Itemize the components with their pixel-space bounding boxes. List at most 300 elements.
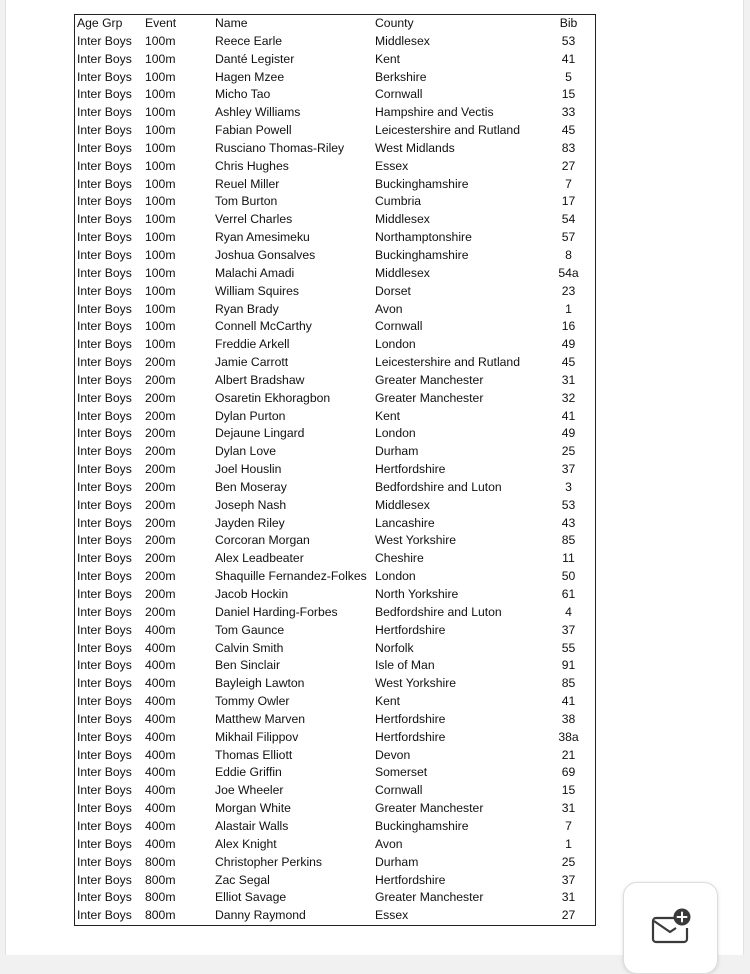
table-row	[75, 283, 596, 301]
table-row	[75, 604, 596, 622]
cell-bib: 49	[561, 426, 576, 441]
cell-age-group: Inter Boys	[77, 747, 132, 762]
table-row	[75, 675, 596, 693]
cell-age-group: Inter Boys	[77, 87, 132, 102]
cell-age-group: Inter Boys	[77, 604, 132, 619]
cell-age-group: Inter Boys	[77, 337, 132, 352]
cell-bib: 41	[561, 694, 576, 709]
cell-name: Matthew Marven	[215, 711, 306, 726]
cell-name: Ben Sinclair	[215, 658, 281, 673]
cell-name: William Squires	[215, 283, 299, 298]
cell-event: 400m	[145, 747, 176, 762]
cell-bib: 41	[561, 408, 576, 423]
cell-county: Berkshire	[375, 69, 427, 84]
table-row	[75, 586, 596, 604]
cell-event: 100m	[145, 140, 176, 155]
cell-event: 400m	[145, 658, 176, 673]
cell-bib: 1	[565, 301, 572, 316]
table-row	[75, 515, 596, 533]
header-bib: Bib	[559, 16, 578, 30]
table-row	[75, 657, 596, 675]
cell-bib: 38a	[558, 729, 579, 744]
cell-age-group: Inter Boys	[77, 587, 132, 601]
cell-name: Daniel Harding-Forbes	[215, 604, 338, 619]
cell-event: 100m	[145, 69, 176, 84]
cell-name: Jacob Hockin	[215, 587, 289, 601]
cell-age-group: Inter Boys	[77, 854, 132, 869]
cell-county: Middlesex	[375, 265, 430, 280]
cell-name: Dylan Purton	[215, 408, 286, 423]
cell-event: 200m	[145, 372, 176, 387]
cell-county: Avon	[375, 301, 403, 316]
cell-age-group: Inter Boys	[77, 176, 132, 191]
cell-bib: 57	[561, 230, 576, 245]
cell-county: Cornwall	[375, 87, 423, 102]
compose-mail-button[interactable]	[623, 882, 718, 974]
cell-name: Rusciano Thomas-Riley	[215, 140, 345, 155]
cell-age-group: Inter Boys	[77, 212, 132, 227]
table-row	[75, 336, 596, 354]
cell-bib: 54a	[558, 265, 579, 280]
cell-county: Hertfordshire	[375, 711, 446, 726]
cell-county: London	[375, 337, 416, 352]
table-row	[75, 889, 596, 907]
cell-event: 400m	[145, 836, 176, 851]
cell-bib: 50	[561, 569, 576, 584]
cell-name: Verrel Charles	[215, 212, 293, 227]
cell-bib: 7	[565, 818, 572, 833]
cell-age-group: Inter Boys	[77, 551, 132, 566]
table-row	[75, 907, 596, 925]
cell-age-group: Inter Boys	[77, 818, 132, 833]
table-row	[75, 479, 596, 497]
document-page	[5, 0, 744, 955]
cell-age-group: Inter Boys	[77, 462, 132, 477]
table-row	[75, 640, 596, 658]
cell-age-group: Inter Boys	[77, 640, 132, 655]
cell-name: Calvin Smith	[215, 640, 284, 655]
cell-name: Fabian Powell	[215, 123, 292, 138]
cell-name: Joshua Gonsalves	[215, 247, 316, 262]
cell-county: Hertfordshire	[375, 872, 446, 887]
table-row	[75, 354, 596, 372]
table-row	[75, 176, 596, 194]
table-row	[75, 425, 596, 443]
table-row	[75, 872, 596, 890]
cell-bib: 17	[561, 194, 576, 209]
table-row	[75, 104, 596, 122]
cell-bib: 16	[561, 319, 576, 334]
table-row	[75, 800, 596, 818]
cell-age-group: Inter Boys	[77, 319, 132, 334]
cell-event: 400m	[145, 729, 176, 744]
table-row	[75, 729, 596, 747]
cell-county: Cheshire	[375, 551, 424, 566]
cell-bib: 31	[561, 801, 576, 816]
cell-name: Connell McCarthy	[215, 319, 312, 334]
cell-event: 200m	[145, 355, 176, 370]
cell-county: Buckinghamshire	[375, 176, 469, 191]
cell-bib: 31	[561, 372, 576, 387]
cell-age-group: Inter Boys	[77, 265, 132, 280]
cell-county: London	[375, 569, 416, 584]
table-row	[75, 836, 596, 854]
cell-name: Jamie Carrott	[215, 355, 289, 370]
table-row	[75, 818, 596, 836]
cell-age-group: Inter Boys	[77, 783, 132, 798]
cell-age-group: Inter Boys	[77, 711, 132, 726]
cell-event: 400m	[145, 765, 176, 780]
cell-bib: 32	[561, 390, 576, 405]
cell-bib: 33	[561, 105, 576, 120]
cell-event: 400m	[145, 783, 176, 798]
cell-age-group: Inter Boys	[77, 569, 132, 584]
cell-event: 200m	[145, 604, 176, 619]
cell-name: Reece Earle	[215, 33, 283, 48]
cell-bib: 7	[565, 176, 572, 191]
cell-name: Zac Segal	[215, 872, 270, 887]
cell-event: 200m	[145, 444, 176, 459]
header-event: Event	[145, 16, 177, 30]
cell-age-group: Inter Boys	[77, 658, 132, 673]
cell-county: Kent	[375, 408, 401, 423]
cell-bib: 45	[561, 355, 576, 370]
cell-bib: 43	[561, 515, 576, 530]
cell-county: Isle of Man	[375, 658, 435, 673]
cell-event: 100m	[145, 301, 176, 316]
cell-bib: 5	[565, 69, 572, 84]
table-row	[75, 247, 596, 265]
cell-bib: 25	[561, 854, 576, 869]
cell-county: Buckinghamshire	[375, 247, 469, 262]
results-table	[74, 14, 596, 926]
cell-name: Tom Gaunce	[215, 622, 285, 637]
cell-bib: 15	[561, 87, 576, 102]
cell-name: Dylan Love	[215, 444, 276, 459]
table-row	[75, 532, 596, 550]
cell-event: 100m	[145, 51, 176, 66]
cell-event: 100m	[145, 247, 176, 262]
cell-bib: 4	[565, 604, 572, 619]
cell-county: Greater Manchester	[375, 890, 484, 905]
cell-county: Greater Manchester	[375, 390, 484, 405]
cell-name: Christopher Perkins	[215, 854, 323, 869]
cell-name: Joe Wheeler	[215, 783, 284, 798]
cell-event: 100m	[145, 283, 176, 298]
header-age-group: Age Grp	[77, 16, 123, 30]
cell-county: West Midlands	[375, 140, 455, 155]
cell-name: Ryan Brady	[215, 301, 279, 316]
cell-age-group: Inter Boys	[77, 230, 132, 245]
cell-bib: 23	[561, 283, 576, 298]
cell-age-group: Inter Boys	[77, 729, 132, 744]
cell-county: Lancashire	[375, 515, 435, 530]
cell-county: Cornwall	[375, 783, 423, 798]
table-row	[75, 408, 596, 426]
table-row	[75, 51, 596, 69]
cell-county: Greater Manchester	[375, 372, 484, 387]
cell-bib: 91	[561, 658, 576, 673]
cell-age-group: Inter Boys	[77, 33, 132, 48]
cell-event: 800m	[145, 872, 176, 887]
cell-event: 200m	[145, 569, 176, 584]
cell-name: Tommy Owler	[215, 694, 290, 709]
mail-add-icon	[650, 907, 692, 945]
table-row	[75, 854, 596, 872]
cell-county: Dorset	[375, 283, 411, 298]
cell-name: Bayleigh Lawton	[215, 676, 305, 691]
cell-event: 800m	[145, 908, 176, 923]
cell-name: Dejaune Lingard	[215, 426, 305, 441]
cell-name: Joseph Nash	[215, 497, 287, 512]
cell-name: Tom Burton	[215, 194, 278, 209]
cell-county: Greater Manchester	[375, 801, 484, 816]
cell-county: Durham	[375, 444, 419, 459]
cell-event: 100m	[145, 87, 176, 102]
cell-age-group: Inter Boys	[77, 533, 132, 548]
cell-event: 100m	[145, 265, 176, 280]
table-row	[75, 211, 596, 229]
cell-name: Chris Hughes	[215, 158, 289, 173]
table-row	[75, 711, 596, 729]
cell-name: Alex Leadbeater	[215, 551, 304, 566]
cell-name: Reuel Miller	[215, 176, 280, 191]
cell-county: Cumbria	[375, 194, 422, 209]
cell-age-group: Inter Boys	[77, 372, 132, 387]
cell-bib: 85	[561, 533, 576, 548]
cell-event: 200m	[145, 390, 176, 405]
cell-age-group: Inter Boys	[77, 194, 132, 209]
cell-name: Alastair Walls	[215, 818, 289, 833]
cell-event: 200m	[145, 462, 176, 477]
cell-name: Albert Bradshaw	[215, 372, 305, 387]
cell-county: Leicestershire and Rutland	[375, 123, 520, 138]
cell-bib: 11	[562, 551, 575, 566]
cell-name: Danny Raymond	[215, 908, 306, 923]
table-row	[75, 69, 596, 87]
cell-name: Mikhail Filippov	[215, 729, 299, 744]
cell-bib: 8	[565, 247, 572, 262]
cell-event: 100m	[145, 319, 176, 334]
cell-name: Jayden Riley	[215, 515, 285, 530]
cell-event: 100m	[145, 194, 176, 209]
table-row	[75, 193, 596, 211]
cell-name: Elliot Savage	[215, 890, 287, 905]
cell-event: 200m	[145, 479, 176, 494]
cell-event: 100m	[145, 33, 176, 48]
cell-event: 100m	[145, 105, 176, 120]
cell-county: West Yorkshire	[375, 676, 457, 691]
cell-age-group: Inter Boys	[77, 355, 132, 370]
cell-event: 400m	[145, 711, 176, 726]
table-row	[75, 33, 596, 51]
header-county: County	[375, 16, 414, 30]
cell-name: Ryan Amesimeku	[215, 230, 310, 245]
cell-bib: 41	[561, 51, 576, 66]
cell-event: 200m	[145, 587, 176, 601]
table-row	[75, 390, 596, 408]
cell-bib: 38	[561, 711, 576, 726]
cell-age-group: Inter Boys	[77, 479, 132, 494]
cell-age-group: Inter Boys	[77, 301, 132, 316]
cell-age-group: Inter Boys	[77, 515, 132, 530]
table-row	[75, 568, 596, 586]
cell-county: Hertfordshire	[375, 729, 446, 744]
cell-county: Essex	[375, 158, 409, 173]
cell-event: 400m	[145, 640, 176, 655]
cell-name: Ashley Williams	[215, 105, 301, 120]
cell-name: Morgan White	[215, 801, 291, 816]
cell-bib: 15	[561, 783, 576, 798]
cell-age-group: Inter Boys	[77, 801, 132, 816]
cell-name: Corcoran Morgan	[215, 533, 310, 548]
cell-bib: 37	[561, 622, 576, 637]
cell-bib: 45	[561, 123, 576, 138]
cell-county: Hampshire and Vectis	[375, 105, 494, 120]
cell-event: 400m	[145, 801, 176, 816]
cell-age-group: Inter Boys	[77, 694, 132, 709]
cell-county: Bedfordshire and Luton	[375, 479, 502, 494]
cell-county: Durham	[375, 854, 419, 869]
cell-age-group: Inter Boys	[77, 105, 132, 120]
cell-event: 400m	[145, 694, 176, 709]
cell-age-group: Inter Boys	[77, 158, 132, 173]
table-row	[75, 301, 596, 319]
cell-county: Avon	[375, 836, 403, 851]
header-name: Name	[215, 16, 248, 30]
cell-bib: 27	[561, 158, 576, 173]
cell-age-group: Inter Boys	[77, 765, 132, 780]
cell-county: Northamptonshire	[375, 230, 472, 245]
cell-bib: 61	[561, 587, 576, 601]
cell-event: 800m	[145, 854, 176, 869]
table-row	[75, 122, 596, 140]
table-row	[75, 693, 596, 711]
cell-name: Joel Houslin	[215, 462, 282, 477]
cell-event: 100m	[145, 158, 176, 173]
cell-county: Bedfordshire and Luton	[375, 604, 502, 619]
cell-county: Hertfordshire	[375, 462, 446, 477]
cell-county: Norfolk	[375, 640, 414, 655]
cell-age-group: Inter Boys	[77, 676, 132, 691]
cell-county: Essex	[375, 908, 409, 923]
table-row	[75, 229, 596, 247]
cell-county: Somerset	[375, 765, 428, 780]
cell-age-group: Inter Boys	[77, 444, 132, 459]
cell-event: 200m	[145, 408, 176, 423]
cell-bib: 53	[561, 497, 576, 512]
cell-event: 200m	[145, 515, 176, 530]
cell-event: 400m	[145, 676, 176, 691]
cell-age-group: Inter Boys	[77, 140, 132, 155]
table-row	[75, 747, 596, 765]
cell-county: Middlesex	[375, 33, 430, 48]
table-row	[75, 764, 596, 782]
cell-county: Leicestershire and Rutland	[375, 355, 520, 370]
table-row	[75, 443, 596, 461]
cell-name: Osaretin Ekhoragbon	[215, 390, 331, 405]
cell-name: Shaquille Fernandez-Folkes	[215, 569, 367, 584]
cell-bib: 37	[561, 462, 576, 477]
cell-name: Malachi Amadi	[215, 265, 295, 280]
cell-county: Devon	[375, 747, 411, 762]
table-row	[75, 622, 596, 640]
table-row	[75, 158, 596, 176]
cell-name: Freddie Arkell	[215, 337, 290, 352]
cell-county: Buckinghamshire	[375, 818, 469, 833]
cell-age-group: Inter Boys	[77, 426, 132, 441]
cell-county: Kent	[375, 694, 401, 709]
cell-county: Middlesex	[375, 497, 430, 512]
cell-event: 100m	[145, 337, 176, 352]
table-row	[75, 550, 596, 568]
table-row	[75, 140, 596, 158]
cell-age-group: Inter Boys	[77, 247, 132, 262]
cell-bib: 21	[561, 747, 576, 762]
table-row	[75, 86, 596, 104]
cell-age-group: Inter Boys	[77, 408, 132, 423]
cell-age-group: Inter Boys	[77, 390, 132, 405]
cell-bib: 27	[561, 908, 576, 923]
cell-event: 200m	[145, 551, 176, 566]
table-row	[75, 497, 596, 515]
cell-age-group: Inter Boys	[77, 283, 132, 298]
cell-county: Hertfordshire	[375, 622, 446, 637]
cell-county: North Yorkshire	[375, 587, 459, 601]
cell-age-group: Inter Boys	[77, 890, 132, 905]
cell-county: West Yorkshire	[375, 533, 457, 548]
table-row	[75, 372, 596, 390]
cell-event: 100m	[145, 230, 176, 245]
cell-event: 200m	[145, 426, 176, 441]
header-row	[75, 15, 596, 33]
cell-event: 400m	[145, 622, 176, 637]
table-row	[75, 782, 596, 800]
cell-county: Cornwall	[375, 319, 423, 334]
cell-event: 100m	[145, 176, 176, 191]
cell-event: 400m	[145, 818, 176, 833]
cell-bib: 1	[565, 836, 572, 851]
cell-bib: 83	[561, 140, 576, 155]
cell-bib: 54	[561, 212, 576, 227]
cell-bib: 37	[561, 872, 576, 887]
table-row	[75, 318, 596, 336]
cell-age-group: Inter Boys	[77, 69, 132, 84]
cell-event: 100m	[145, 123, 176, 138]
cell-age-group: Inter Boys	[77, 622, 132, 637]
cell-county: London	[375, 426, 416, 441]
table-row	[75, 265, 596, 283]
cell-name: Danté Legister	[215, 51, 295, 66]
cell-age-group: Inter Boys	[77, 123, 132, 138]
cell-name: Alex Knight	[215, 836, 277, 851]
cell-age-group: Inter Boys	[77, 872, 132, 887]
cell-county: Middlesex	[375, 212, 430, 227]
cell-bib: 3	[565, 479, 572, 494]
table-row	[75, 461, 596, 479]
cell-event: 800m	[145, 890, 176, 905]
cell-name: Eddie Griffin	[215, 765, 282, 780]
cell-county: Kent	[375, 51, 401, 66]
cell-age-group: Inter Boys	[77, 836, 132, 851]
cell-bib: 31	[561, 890, 576, 905]
cell-age-group: Inter Boys	[77, 497, 132, 512]
cell-event: 200m	[145, 533, 176, 548]
cell-bib: 69	[561, 765, 576, 780]
cell-bib: 85	[561, 676, 576, 691]
cell-name: Hagen Mzee	[215, 69, 285, 84]
cell-bib: 49	[561, 337, 576, 352]
